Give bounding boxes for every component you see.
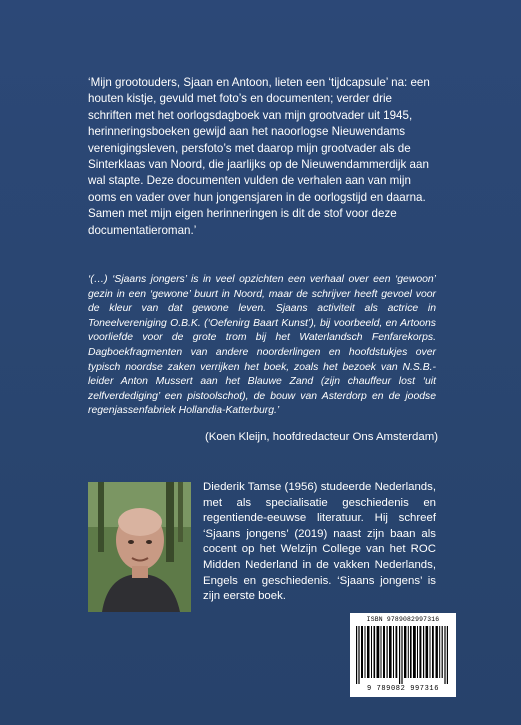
author-quote: ‘Mijn grootouders, Sjaan en Antoon, lieten een ‘tijdcapsule’ na: een houten kistje, gevuld met foto’s en documenten; verder drie schriften met het oorlogsdagboek van mijn grootvader uit 1945, herinneringsboeken gewijd aan het naoorlogse Nieuwendams verenigingsleven, persfoto’s met daarop mijn grootvader als de Sinterklaas van Noord, die jaarlijks op de Nieuwendammerdijk aan wal stapte. Deze documenten vulden de verhalen aan van mijn ooms en vader over hun jongensjaren in de oorlogstijd en daarna. Samen met mijn eigen herinneringen is dit de stof voor deze documentatieroman.’ [88,76,430,237]
isbn-barcode [350,613,456,697]
barcode-bars [356,626,450,684]
author-photo-image [88,482,191,612]
isbn-label: ISBN 9789082997316 [366,616,440,623]
review-attribution: (Koen Kleijn, hoofdredacteur Ons Amsterdam) [205,431,438,443]
author-bio: Diederik Tamse (1956) studeerde Nederlands, met als specialisatie geschiedenis en regentiende-eeuwse literatuur. Hij schreef ‘Sjaans jongens’ (2019) naast zijn baan als cocent op het Welzijn College van het ROC Midden Nederland in de vakken Nederlands, Engels en geschiedenis. ‘Sjaans jongens’ is zijn eerste boek. [203,481,436,603]
author-photo [88,482,191,612]
barcode-digits: 9 789082 997316 [366,685,439,693]
review-quote: ‘(…) ‘Sjaans jongers’ is in veel opzichten een verhaal over een ‘gewoon’ gezin in een ‘gewone’ buurt in Noord, maar de schrijver heeft gevoel voor de kleur van dat gewone leven. Sjaans activiteit als actrice in Toneelvereniging O.B.K. (‘Oefenirg Baart Kunst’), bij voorbeeld, en Artoons voorliefde voor de grote trom bij het Waterlandsch Fenfarekorps. Dagboekfragmenten van andere noorderlingen en hoofdstukjes over typisch noordse zaken verrijken het boek, zoals het bezoek van N.S.B.-leider Anton Mussert aan het Blauwe Zand (zijn chauffeur lost ‘uit zelfverdediging’ een pistoolschot), de bouw van Asterdorp en de joodse regenjassenfabriek Hollandia-Katterburg.’ [88,274,436,417]
